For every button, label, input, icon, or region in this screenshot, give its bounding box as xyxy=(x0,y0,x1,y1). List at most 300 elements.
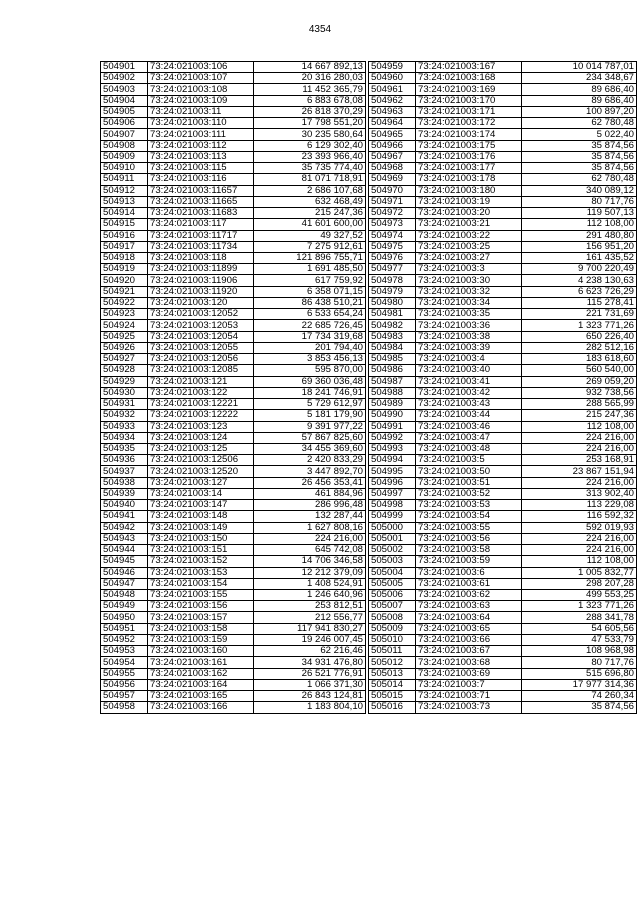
row-number-cell: 504972 xyxy=(369,208,416,219)
row-number-cell: 504950 xyxy=(101,612,148,623)
value-cell: 6 623 726,29 xyxy=(522,286,637,297)
value-cell: 41 601 600,00 xyxy=(254,219,366,230)
value-cell: 57 867 825,60 xyxy=(254,432,366,443)
cadastral-number-cell: 73:24:021003:48 xyxy=(416,443,522,454)
table-row xyxy=(369,545,637,556)
value-cell: 253 812,51 xyxy=(254,601,366,612)
value-cell: 3 853 456,13 xyxy=(254,354,366,365)
cadastral-number-cell: 73:24:021003:69 xyxy=(416,668,522,679)
page-number: 4354 xyxy=(308,24,332,35)
row-number-cell: 504981 xyxy=(369,309,416,320)
value-cell: 1 627 808,16 xyxy=(254,522,366,533)
row-number-cell: 504937 xyxy=(101,466,148,477)
row-number-cell: 504953 xyxy=(101,646,148,657)
cadastral-number-cell: 73:24:021003:116 xyxy=(148,174,254,185)
cadastral-number-cell: 73:24:021003:41 xyxy=(416,376,522,387)
value-cell: 14 667 892,13 xyxy=(254,62,366,73)
row-number-cell: 504983 xyxy=(369,331,416,342)
cadastral-number-cell: 73:24:021003:73 xyxy=(416,702,522,713)
table-row xyxy=(369,174,637,185)
row-number-cell: 505007 xyxy=(369,601,416,612)
row-number-cell: 504955 xyxy=(101,668,148,679)
cadastral-number-cell: 73:24:021003:153 xyxy=(148,567,254,578)
row-number-cell: 504987 xyxy=(369,376,416,387)
cadastral-number-cell: 73:24:021003:11734 xyxy=(148,241,254,252)
cadastral-table-left xyxy=(100,61,366,714)
row-number-cell: 504915 xyxy=(101,219,148,230)
value-cell: 515 696,80 xyxy=(522,668,637,679)
cadastral-number-cell: 73:24:021003:158 xyxy=(148,623,254,634)
row-number-cell: 504971 xyxy=(369,196,416,207)
table-row xyxy=(369,556,637,567)
row-number-cell: 504932 xyxy=(101,410,148,421)
row-number-cell: 504975 xyxy=(369,241,416,252)
row-number-cell: 504921 xyxy=(101,286,148,297)
row-number-cell: 504935 xyxy=(101,443,148,454)
cadastral-number-cell: 73:24:021003:12054 xyxy=(148,331,254,342)
row-number-cell: 505000 xyxy=(369,522,416,533)
table-row xyxy=(101,466,366,477)
row-number-cell: 504946 xyxy=(101,567,148,578)
value-cell: 1 005 832,77 xyxy=(522,567,637,578)
cadastral-number-cell: 73:24:021003:42 xyxy=(416,387,522,398)
row-number-cell: 504998 xyxy=(369,500,416,511)
row-number-cell: 504934 xyxy=(101,432,148,443)
cadastral-number-cell: 73:24:021003:177 xyxy=(416,163,522,174)
row-number-cell: 504933 xyxy=(101,421,148,432)
value-cell: 47 533,79 xyxy=(522,634,637,645)
value-cell: 3 447 892,70 xyxy=(254,466,366,477)
cadastral-number-cell: 73:24:021003:152 xyxy=(148,556,254,567)
row-number-cell: 504966 xyxy=(369,140,416,151)
table-row xyxy=(101,286,366,297)
table-row xyxy=(101,410,366,421)
table-row xyxy=(101,556,366,567)
cadastral-number-cell: 73:24:021003:30 xyxy=(416,275,522,286)
table-row xyxy=(101,73,366,84)
cadastral-number-cell: 73:24:021003:11665 xyxy=(148,196,254,207)
cadastral-number-cell: 73:24:021003:151 xyxy=(148,545,254,556)
row-number-cell: 504923 xyxy=(101,309,148,320)
row-number-cell: 504997 xyxy=(369,488,416,499)
row-number-cell: 504947 xyxy=(101,578,148,589)
row-number-cell: 504995 xyxy=(369,466,416,477)
cadastral-number-cell: 73:24:021003:11899 xyxy=(148,264,254,275)
value-cell: 5 181 179,90 xyxy=(254,410,366,421)
value-cell: 117 941 830,27 xyxy=(254,623,366,634)
value-cell: 112 108,00 xyxy=(522,219,637,230)
table-row xyxy=(101,320,366,331)
value-cell: 26 843 124,81 xyxy=(254,691,366,702)
cadastral-number-cell: 73:24:021003:7 xyxy=(416,679,522,690)
cadastral-number-cell: 73:24:021003:178 xyxy=(416,174,522,185)
cadastral-number-cell: 73:24:021003:38 xyxy=(416,331,522,342)
row-number-cell: 504913 xyxy=(101,196,148,207)
value-cell: 69 360 036,48 xyxy=(254,376,366,387)
table-row xyxy=(369,668,637,679)
cadastral-number-cell: 73:24:021003:32 xyxy=(416,286,522,297)
table-row xyxy=(369,275,637,286)
value-cell: 35 874,56 xyxy=(522,140,637,151)
table-row xyxy=(101,601,366,612)
table-row xyxy=(369,702,637,713)
row-number-cell: 504930 xyxy=(101,387,148,398)
cadastral-number-cell: 73:24:021003:71 xyxy=(416,691,522,702)
value-cell: 5 022,40 xyxy=(522,129,637,140)
table-row xyxy=(101,443,366,454)
row-number-cell: 504969 xyxy=(369,174,416,185)
row-number-cell: 504990 xyxy=(369,410,416,421)
value-cell: 116 592,32 xyxy=(522,511,637,522)
row-number-cell: 504914 xyxy=(101,208,148,219)
cadastral-number-cell: 73:24:021003:47 xyxy=(416,432,522,443)
table-row xyxy=(369,522,637,533)
cadastral-number-cell: 73:24:021003:39 xyxy=(416,342,522,353)
row-number-cell: 504949 xyxy=(101,601,148,612)
table-row xyxy=(369,140,637,151)
table-row xyxy=(369,196,637,207)
row-number-cell: 504920 xyxy=(101,275,148,286)
value-cell: 2 420 833,29 xyxy=(254,455,366,466)
cadastral-number-cell: 73:24:021003:168 xyxy=(416,73,522,84)
value-cell: 234 348,67 xyxy=(522,73,637,84)
row-number-cell: 504959 xyxy=(369,62,416,73)
value-cell: 592 019,93 xyxy=(522,522,637,533)
table-row xyxy=(101,432,366,443)
value-cell: 1 066 371,30 xyxy=(254,679,366,690)
cadastral-table-right xyxy=(368,61,637,714)
table-row xyxy=(369,185,637,196)
cadastral-number-cell: 73:24:021003:123 xyxy=(148,421,254,432)
table-row xyxy=(101,657,366,668)
cadastral-number-cell: 73:24:021003:174 xyxy=(416,129,522,140)
cadastral-number-cell: 73:24:021003:52 xyxy=(416,488,522,499)
value-cell: 35 874,56 xyxy=(522,163,637,174)
table-row xyxy=(101,421,366,432)
table-row xyxy=(369,163,637,174)
cadastral-number-cell: 73:24:021003:156 xyxy=(148,601,254,612)
table-row xyxy=(369,73,637,84)
cadastral-number-cell: 73:24:021003:164 xyxy=(148,679,254,690)
value-cell: 14 706 346,58 xyxy=(254,556,366,567)
cadastral-number-cell: 73:24:021003:122 xyxy=(148,387,254,398)
table-row xyxy=(369,657,637,668)
table-row xyxy=(369,399,637,410)
value-cell: 224 216,00 xyxy=(522,477,637,488)
value-cell: 34 455 369,60 xyxy=(254,443,366,454)
table-row xyxy=(369,443,637,454)
table-row xyxy=(369,455,637,466)
value-cell: 62 780,48 xyxy=(522,118,637,129)
value-cell: 282 512,16 xyxy=(522,342,637,353)
cadastral-number-cell: 73:24:021003:11657 xyxy=(148,185,254,196)
row-number-cell: 505013 xyxy=(369,668,416,679)
table-row xyxy=(101,106,366,117)
table-row xyxy=(101,488,366,499)
row-number-cell: 504938 xyxy=(101,477,148,488)
cadastral-number-cell: 73:24:021003:175 xyxy=(416,140,522,151)
cadastral-number-cell: 73:24:021003:62 xyxy=(416,590,522,601)
value-cell: 23 867 151,94 xyxy=(522,466,637,477)
value-cell: 224 216,00 xyxy=(522,443,637,454)
cadastral-number-cell: 73:24:021003:12056 xyxy=(148,354,254,365)
row-number-cell: 505010 xyxy=(369,634,416,645)
table-row xyxy=(101,522,366,533)
table-row xyxy=(369,432,637,443)
table-row xyxy=(369,612,637,623)
value-cell: 108 968,98 xyxy=(522,646,637,657)
value-cell: 201 794,40 xyxy=(254,342,366,353)
value-cell: 645 742,08 xyxy=(254,545,366,556)
row-number-cell: 504926 xyxy=(101,342,148,353)
row-number-cell: 505016 xyxy=(369,702,416,713)
value-cell: 17 977 314,36 xyxy=(522,679,637,690)
row-number-cell: 504963 xyxy=(369,106,416,117)
cadastral-number-cell: 73:24:021003:67 xyxy=(416,646,522,657)
row-number-cell: 505014 xyxy=(369,679,416,690)
value-cell: 9 700 220,49 xyxy=(522,264,637,275)
row-number-cell: 505006 xyxy=(369,590,416,601)
value-cell: 224 216,00 xyxy=(254,533,366,544)
value-cell: 62 216,46 xyxy=(254,646,366,657)
row-number-cell: 504948 xyxy=(101,590,148,601)
table-row xyxy=(369,219,637,230)
row-number-cell: 504902 xyxy=(101,73,148,84)
row-number-cell: 504907 xyxy=(101,129,148,140)
table-row xyxy=(369,354,637,365)
cadastral-number-cell: 73:24:021003:160 xyxy=(148,646,254,657)
row-number-cell: 504903 xyxy=(101,84,148,95)
cadastral-number-cell: 73:24:021003:12053 xyxy=(148,320,254,331)
row-number-cell: 504954 xyxy=(101,657,148,668)
table-row xyxy=(101,578,366,589)
row-number-cell: 504943 xyxy=(101,533,148,544)
row-number-cell: 504970 xyxy=(369,185,416,196)
row-number-cell: 504912 xyxy=(101,185,148,196)
row-number-cell: 505002 xyxy=(369,545,416,556)
value-cell: 224 216,00 xyxy=(522,545,637,556)
value-cell: 1 323 771,26 xyxy=(522,320,637,331)
value-cell: 89 686,40 xyxy=(522,84,637,95)
row-number-cell: 504951 xyxy=(101,623,148,634)
value-cell: 1 183 804,10 xyxy=(254,702,366,713)
value-cell: 224 216,00 xyxy=(522,533,637,544)
row-number-cell: 504924 xyxy=(101,320,148,331)
value-cell: 650 226,40 xyxy=(522,331,637,342)
value-cell: 269 059,20 xyxy=(522,376,637,387)
value-cell: 20 316 280,03 xyxy=(254,73,366,84)
row-number-cell: 504916 xyxy=(101,230,148,241)
table-row xyxy=(369,342,637,353)
value-cell: 119 507,13 xyxy=(522,208,637,219)
cadastral-number-cell: 73:24:021003:66 xyxy=(416,634,522,645)
row-number-cell: 505005 xyxy=(369,578,416,589)
value-cell: 35 874,56 xyxy=(522,151,637,162)
table-row xyxy=(369,511,637,522)
value-cell: 1 691 485,50 xyxy=(254,264,366,275)
value-cell: 86 438 510,21 xyxy=(254,297,366,308)
value-cell: 35 874,56 xyxy=(522,702,637,713)
value-cell: 121 896 755,71 xyxy=(254,252,366,263)
cadastral-number-cell: 73:24:021003:3 xyxy=(416,264,522,275)
row-number-cell: 504989 xyxy=(369,399,416,410)
cadastral-number-cell: 73:24:021003:149 xyxy=(148,522,254,533)
table-row xyxy=(369,264,637,275)
table-row xyxy=(101,567,366,578)
table-row xyxy=(101,679,366,690)
table-row xyxy=(101,230,366,241)
cadastral-number-cell: 73:24:021003:172 xyxy=(416,118,522,129)
row-number-cell: 504908 xyxy=(101,140,148,151)
value-cell: 560 540,00 xyxy=(522,365,637,376)
cadastral-number-cell: 73:24:021003:59 xyxy=(416,556,522,567)
cadastral-number-cell: 73:24:021003:120 xyxy=(148,297,254,308)
value-cell: 6 533 654,24 xyxy=(254,309,366,320)
value-cell: 89 686,40 xyxy=(522,95,637,106)
table-row xyxy=(369,320,637,331)
cadastral-number-cell: 73:24:021003:36 xyxy=(416,320,522,331)
cadastral-number-cell: 73:24:021003:125 xyxy=(148,443,254,454)
value-cell: 113 229,08 xyxy=(522,500,637,511)
table-row xyxy=(101,174,366,185)
value-cell: 81 071 718,91 xyxy=(254,174,366,185)
cadastral-number-cell: 73:24:021003:4 xyxy=(416,354,522,365)
row-number-cell: 504944 xyxy=(101,545,148,556)
table-row xyxy=(101,140,366,151)
row-number-cell: 504919 xyxy=(101,264,148,275)
cadastral-number-cell: 73:24:021003:108 xyxy=(148,84,254,95)
value-cell: 80 717,76 xyxy=(522,657,637,668)
cadastral-number-cell: 73:24:021003:12506 xyxy=(148,455,254,466)
table-row xyxy=(101,252,366,263)
table-row xyxy=(101,275,366,286)
row-number-cell: 504931 xyxy=(101,399,148,410)
table-row xyxy=(369,533,637,544)
cadastral-number-cell: 73:24:021003:34 xyxy=(416,297,522,308)
row-number-cell: 504910 xyxy=(101,163,148,174)
table-row xyxy=(101,477,366,488)
cadastral-number-cell: 73:24:021003:65 xyxy=(416,623,522,634)
cadastral-number-cell: 73:24:021003:51 xyxy=(416,477,522,488)
value-cell: 632 468,49 xyxy=(254,196,366,207)
cadastral-number-cell: 73:24:021003:40 xyxy=(416,365,522,376)
table-row xyxy=(369,578,637,589)
cadastral-number-cell: 73:24:021003:12085 xyxy=(148,365,254,376)
table-row xyxy=(101,590,366,601)
cadastral-number-cell: 73:24:021003:43 xyxy=(416,399,522,410)
cadastral-number-cell: 73:24:021003:165 xyxy=(148,691,254,702)
table-row xyxy=(369,477,637,488)
value-cell: 17 798 551,20 xyxy=(254,118,366,129)
row-number-cell: 504956 xyxy=(101,679,148,690)
cadastral-number-cell: 73:24:021003:157 xyxy=(148,612,254,623)
row-number-cell: 504925 xyxy=(101,331,148,342)
cadastral-number-cell: 73:24:021003:6 xyxy=(416,567,522,578)
cadastral-number-cell: 73:24:021003:53 xyxy=(416,500,522,511)
row-number-cell: 504994 xyxy=(369,455,416,466)
table-row xyxy=(101,62,366,73)
cadastral-number-cell: 73:24:021003:68 xyxy=(416,657,522,668)
table-row xyxy=(101,387,366,398)
cadastral-number-cell: 73:24:021003:124 xyxy=(148,432,254,443)
cadastral-number-cell: 73:24:021003:162 xyxy=(148,668,254,679)
table-row xyxy=(101,612,366,623)
value-cell: 6 883 678,08 xyxy=(254,95,366,106)
cadastral-number-cell: 73:24:021003:50 xyxy=(416,466,522,477)
cadastral-number-cell: 73:24:021003:115 xyxy=(148,163,254,174)
cadastral-number-cell: 73:24:021003:5 xyxy=(416,455,522,466)
cadastral-number-cell: 73:24:021003:56 xyxy=(416,533,522,544)
value-cell: 461 884,96 xyxy=(254,488,366,499)
row-number-cell: 504964 xyxy=(369,118,416,129)
cadastral-number-cell: 73:24:021003:171 xyxy=(416,106,522,117)
value-cell: 30 235 580,64 xyxy=(254,129,366,140)
table-row xyxy=(369,62,637,73)
value-cell: 4 238 130,63 xyxy=(522,275,637,286)
value-cell: 74 260,34 xyxy=(522,691,637,702)
value-cell: 288 565,99 xyxy=(522,399,637,410)
table-row xyxy=(369,331,637,342)
value-cell: 11 452 365,79 xyxy=(254,84,366,95)
value-cell: 313 902,40 xyxy=(522,488,637,499)
row-number-cell: 504985 xyxy=(369,354,416,365)
cadastral-number-cell: 73:24:021003:166 xyxy=(148,702,254,713)
cadastral-number-cell: 73:24:021003:109 xyxy=(148,95,254,106)
cadastral-number-cell: 73:24:021003:154 xyxy=(148,578,254,589)
value-cell: 22 685 726,45 xyxy=(254,320,366,331)
row-number-cell: 504940 xyxy=(101,500,148,511)
cadastral-number-cell: 73:24:021003:107 xyxy=(148,73,254,84)
cadastral-number-cell: 73:24:021003:180 xyxy=(416,185,522,196)
table-row xyxy=(101,500,366,511)
cadastral-number-cell: 73:24:021003:147 xyxy=(148,500,254,511)
value-cell: 2 686 107,68 xyxy=(254,185,366,196)
table-row xyxy=(101,151,366,162)
cadastral-number-cell: 73:24:021003:112 xyxy=(148,140,254,151)
value-cell: 288 341,78 xyxy=(522,612,637,623)
cadastral-number-cell: 73:24:021003:111 xyxy=(148,129,254,140)
row-number-cell: 504999 xyxy=(369,511,416,522)
value-cell: 156 951,20 xyxy=(522,241,637,252)
value-cell: 1 408 524,91 xyxy=(254,578,366,589)
table-row xyxy=(369,118,637,129)
cadastral-number-cell: 73:24:021003:25 xyxy=(416,241,522,252)
cadastral-number-cell: 73:24:021003:11 xyxy=(148,106,254,117)
cadastral-number-cell: 73:24:021003:110 xyxy=(148,118,254,129)
value-cell: 221 731,69 xyxy=(522,309,637,320)
row-number-cell: 504979 xyxy=(369,286,416,297)
value-cell: 286 996,48 xyxy=(254,500,366,511)
table-row xyxy=(101,297,366,308)
table-row xyxy=(369,387,637,398)
cadastral-number-cell: 73:24:021003:21 xyxy=(416,219,522,230)
table-row xyxy=(101,702,366,713)
row-number-cell: 504961 xyxy=(369,84,416,95)
table-row xyxy=(369,376,637,387)
cadastral-number-cell: 73:24:021003:106 xyxy=(148,62,254,73)
row-number-cell: 504918 xyxy=(101,252,148,263)
table-row xyxy=(101,511,366,522)
row-number-cell: 505012 xyxy=(369,657,416,668)
value-cell: 212 556,77 xyxy=(254,612,366,623)
row-number-cell: 504917 xyxy=(101,241,148,252)
row-number-cell: 504996 xyxy=(369,477,416,488)
cadastral-number-cell: 73:24:021003:22 xyxy=(416,230,522,241)
row-number-cell: 504942 xyxy=(101,522,148,533)
table-row xyxy=(101,376,366,387)
cadastral-number-cell: 73:24:021003:12520 xyxy=(148,466,254,477)
table-row xyxy=(101,399,366,410)
